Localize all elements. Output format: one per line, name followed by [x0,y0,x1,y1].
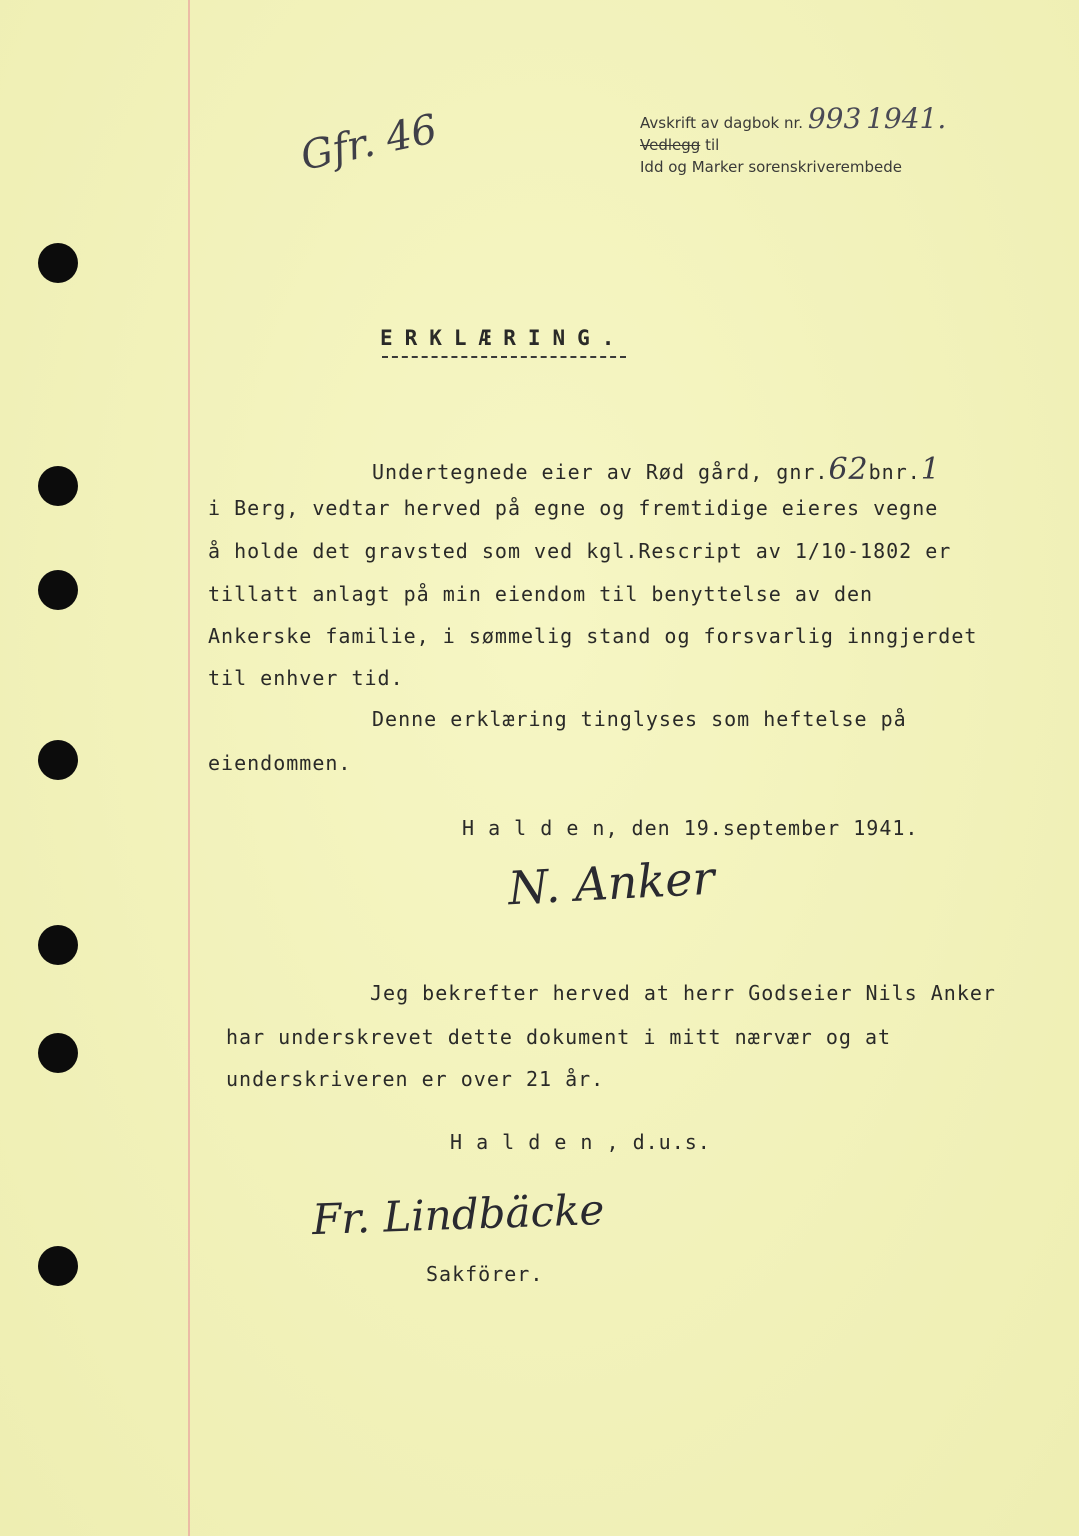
stamp-til: til [705,136,720,154]
signature-anker: N. Anker [506,850,716,916]
stamp-year: 1941. [866,102,947,135]
punch-hole [38,466,78,506]
punch-hole [38,1033,78,1073]
signature-sakforer: Fr. Lindbäcke [311,1184,606,1245]
body-line-4: tillatt anlagt på min eiendom til benyttelse av den [208,582,874,606]
body-line-6: til enhver tid. [208,666,404,690]
place-date: H a l d e n, den 19.september 1941. [462,816,919,840]
stamp-avskrift: Avskrift av [640,114,719,132]
punch-hole [38,1246,78,1286]
punch-hole [38,570,78,610]
body-line-3: å holde det gravsted som ved kgl.Rescript av 1/10-1802 er [208,539,952,563]
punch-hole [38,243,78,283]
role-label: Sakförer. [426,1262,544,1286]
margin-line [188,0,190,1536]
body-line-1: Undertegnede eier av Rød gård, gnr.62bnr.1 [372,452,941,487]
stamp-dagbok-number: 993 [807,102,862,135]
stamp-dagbok-label: dagbok nr. [723,114,804,132]
title-underline [382,356,626,358]
body-line-5: Ankerske familie, i sømmelig stand og forsvarlig inngjerdet [208,624,978,648]
punch-hole [38,740,78,780]
punch-hole [38,925,78,965]
confirmation-line-3: underskriveren er over 21 år. [226,1067,605,1091]
confirmation-line-1: Jeg bekrefter herved at herr Godseier Nils Anker [370,981,996,1005]
stamp-vedlegg: Vedlegg [640,136,701,154]
registry-stamp [640,102,947,178]
body-line-2: i Berg, vedtar herved på egne og fremtidige eieres vegne [208,496,939,520]
body-line-7: Denne erklæring tinglyses som heftelse på [372,707,907,731]
gnr-number: 62 [828,452,869,487]
reference-note: Gfr. 46 [296,106,442,180]
place-dus: H a l d e n , d.u.s. [450,1130,711,1154]
bnr-number: 1 [920,452,941,487]
body-line-8: eiendommen. [208,751,352,775]
stamp-office: Idd og Marker sorenskriverembede [640,158,903,176]
confirmation-line-2: har underskrevet dette dokument i mitt nærvær og at [226,1025,892,1049]
document-title: ERKLÆRING. [380,326,627,350]
